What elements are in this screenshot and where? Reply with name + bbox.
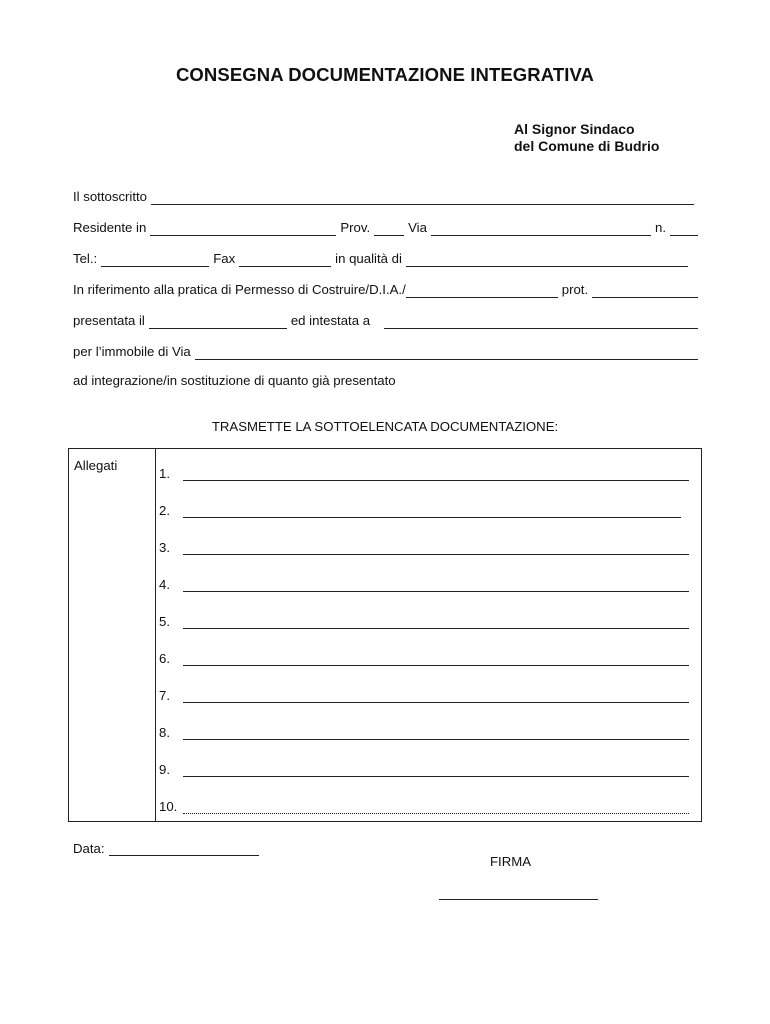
allegati-column-divider [155, 449, 156, 821]
allegato-field[interactable] [183, 688, 689, 703]
allegato-number: 9. [159, 762, 170, 777]
prov-field[interactable] [374, 221, 404, 236]
numero-label: n. [655, 220, 666, 235]
allegato-field[interactable] [183, 466, 689, 481]
allegato-field[interactable] [183, 651, 689, 666]
allegato-row [159, 796, 689, 814]
allegati-label: Allegati [74, 458, 118, 473]
allegato-number: 6. [159, 651, 170, 666]
addressee-block [514, 121, 659, 155]
allegato-number: 10. [159, 799, 178, 814]
allegato-field[interactable] [183, 762, 689, 777]
allegati-table [68, 448, 702, 822]
qualita-field[interactable] [406, 252, 688, 267]
allegato-field[interactable] [183, 614, 689, 629]
allegato-number: 3. [159, 540, 170, 555]
allegato-field[interactable] [183, 725, 689, 740]
via-label: Via [408, 220, 427, 235]
riferimento-field[interactable] [406, 283, 558, 298]
integrazione-text: ad integrazione/in sostituzione di quanto già presentato [73, 373, 396, 388]
qualita-label: in qualità di [335, 251, 402, 266]
numero-field[interactable] [670, 221, 698, 236]
allegato-row [159, 500, 681, 518]
fax-field[interactable] [239, 252, 331, 267]
residente-field[interactable] [150, 221, 336, 236]
addressee-line-2: del Comune di Budrio [514, 138, 660, 154]
sottoscritto-label: Il sottoscritto [73, 189, 148, 204]
allegato-number: 8. [159, 725, 170, 740]
allegato-number: 7. [159, 688, 170, 703]
tel-label: Tel.: [73, 251, 98, 266]
firma-signature-line[interactable] [439, 899, 598, 900]
presentata-field[interactable] [149, 314, 287, 329]
allegato-row [159, 722, 689, 740]
allegato-row [159, 537, 689, 555]
allegato-row [159, 611, 689, 629]
allegato-number: 2. [159, 503, 170, 518]
allegato-field[interactable] [183, 577, 689, 592]
allegato-row [159, 685, 689, 703]
tel-field[interactable] [101, 252, 209, 267]
data-row [73, 838, 263, 856]
addressee-line-1: Al Signor Sindaco [514, 121, 635, 137]
presentata-label: presentata il [73, 313, 145, 328]
allegato-field[interactable] [183, 503, 681, 518]
allegato-field[interactable] [183, 540, 689, 555]
allegato-number: 1. [159, 466, 170, 481]
allegato-row [159, 759, 689, 777]
row-immobile [73, 340, 698, 360]
row-contatti [73, 247, 692, 267]
fax-label: Fax [213, 251, 236, 266]
allegato-number: 4. [159, 577, 170, 592]
data-label: Data: [73, 841, 105, 856]
residente-label: Residente in [73, 220, 147, 235]
section-heading: TRASMETTE LA SOTTOELENCATA DOCUMENTAZIONE: [211, 419, 559, 434]
sottoscritto-field[interactable] [151, 190, 694, 205]
allegato-row [159, 648, 689, 666]
prov-label: Prov. [340, 220, 371, 235]
data-field[interactable] [109, 841, 259, 856]
immobile-label: per l’immobile di Via [73, 344, 191, 359]
via-field[interactable] [431, 221, 651, 236]
intestata-field[interactable] [384, 314, 698, 329]
prot-label: prot. [561, 282, 589, 297]
allegato-field[interactable] [183, 799, 689, 814]
document-title: CONSEGNA DOCUMENTAZIONE INTEGRATIVA [175, 64, 595, 85]
firma-label: FIRMA [490, 854, 532, 869]
riferimento-label: In riferimento alla pratica di Permesso di Costruire/D.I.A./ [73, 282, 406, 297]
allegato-row [159, 574, 689, 592]
immobile-field[interactable] [195, 345, 698, 360]
row-riferimento [73, 278, 698, 298]
prot-field[interactable] [592, 283, 698, 298]
row-presentata [73, 309, 698, 329]
allegato-row [159, 463, 689, 481]
allegato-number: 5. [159, 614, 170, 629]
row-sottoscritto [73, 185, 698, 205]
intestata-label: ed intestata a [290, 313, 371, 328]
row-residenza [73, 216, 698, 236]
